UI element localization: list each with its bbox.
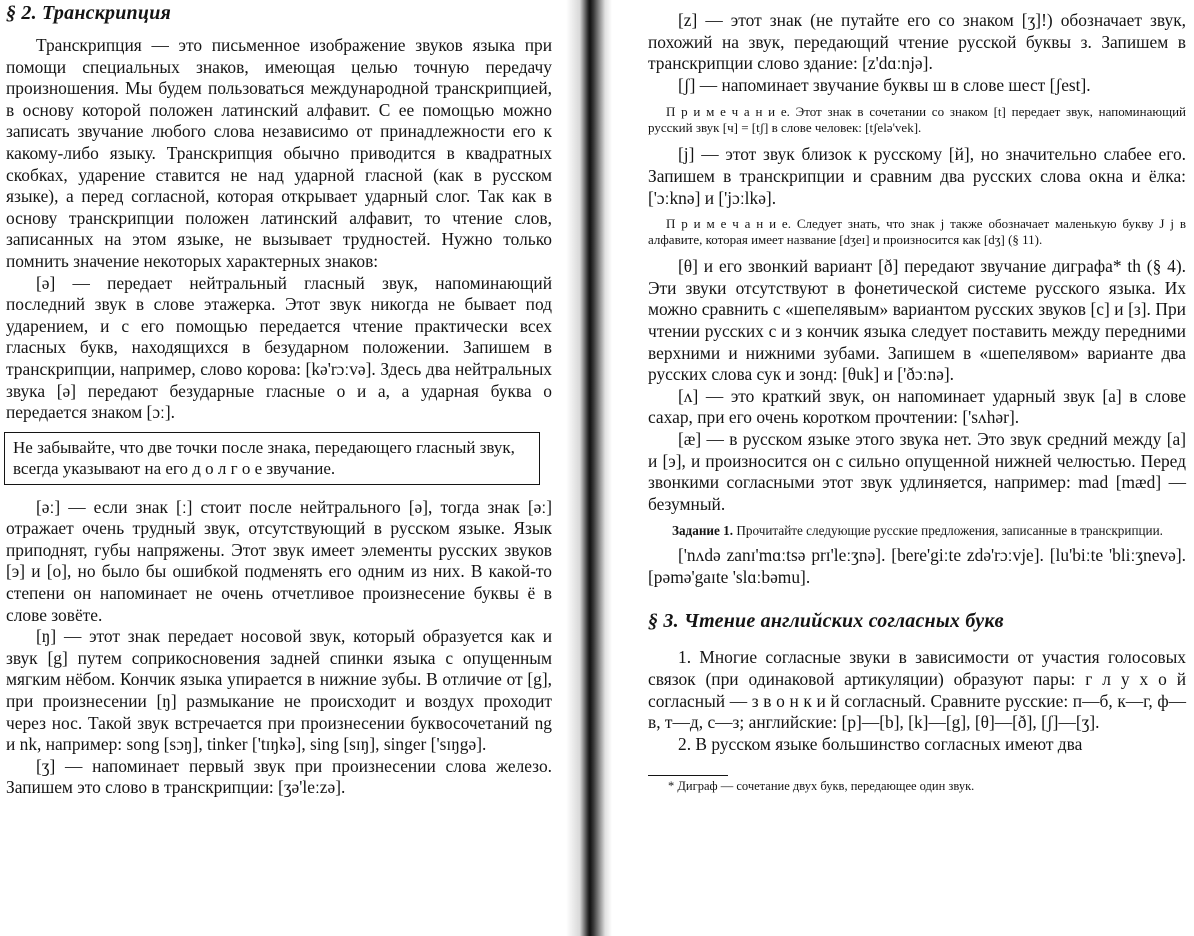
eng-sound-paragraph: [ŋ] — этот знак передает носовой звук, который образуется как и звук [g] путем соприкосновения задней спинки языка с опущенным мягким нёбом. Кончик языка упирается в нижние зубы. В отличие от [g], при произнесении [ŋ] размыкание не происходит и воздух проходит через нос. Такой звук встречается при произнесении буквосочетаний ng и nk, например: song [sɔŋ], tinker ['tɪŋkə], sing [sɪŋ], singer ['sɪŋgə]. [6,626,552,755]
consonant-two-paragraph: 2. В русском языке большинство согласных имеют два [678,733,1083,754]
note-ch-sound: П р и м е ч а н и е. Этот знак в сочетании со знаком [t] передает звук, напоминающий русский звук [ч] = [tʃ] в слове человек: [tʃelə'vek]. [648,104,1186,135]
schwa-paragraph: [ə] — передает нейтральный гласный звук, напоминающий последний звук в слове этажерка. Этот звук никогда не бывает под ударением, и с его помощью передается чтение практически всех гласных букв, находящихся в безударном положении. Запишем в транскрипции, например, слово корова: [kə'rɔːvə]. Здесь два нейтральных звука [ə] передают безударные гласные о и а, а ударная буква о передается знаком [ɔː]. [6,272,552,423]
long-vowel-callout-box: Не забывайте, что две точки после знака, передающего гласный звук, всегда указывают на его д о л г о е звучание. [4,432,540,485]
zh-sound-paragraph: [ʒ] — напоминает первый звук при произнесении слова железо. Запишем это слово в транскрипции: [ʒə'leːzə]. [6,755,552,798]
right-page [612,0,1194,936]
book-spine-shadow [566,0,612,936]
footnote-divider [648,775,728,776]
wedge-sound-paragraph: [ʌ] — это краткий звук, он напоминает ударный звук [а] в слове сахар, при его очень коротком прочтении: ['sʌhər]. [648,385,1186,428]
task-1-label: Задание 1. [672,523,734,539]
sh-sound-paragraph: [ʃ] — напоминает звучание буквы ш в слове шест [ʃest]. [678,74,1091,95]
note-letter-j: П р и м е ч а н и е. Следует знать, что знак j также обозначает маленькую букву J j в алфавите, которая имеет название [dʒeɪ] и произносится как [dʒ] (§ 11). [648,216,1186,247]
j-sound-paragraph: [j] — этот звук близок к русскому [й], но значительно слабее его. Запишем в транскрипции и сравним два русских слова окна и ёлка: ['ɔːknə] и ['jɔːlkə]. [648,144,1186,208]
task-1 [648,523,1186,539]
consonant-pairs-paragraph: 1. Многие согласные звуки в зависимости от участия голосовых связок (при одинаковой артикуляции) образуют пары: г л у х о й согласный — з в о н к и й согласный. Сравните русские: п—б, к—г, ф—в, т—д, с—з; английские: [p]—[b], [k]—[g], [θ]—[ð], [ʃ]—[ʒ]. [648,647,1186,733]
transcription-sentences: ['nʌdə zanɪ'mɑːtsə prɪ'leːʒnə]. [bere'giːte zdə'rɔːvje]. [lu'biːte 'bliːʒnevə]. [pəmə'gaɪte 'slɑːbəmu]. [648,545,1186,587]
intro-paragraph: Транскрипция — это письменное изображение звуков языка при помощи специальных знаков, имеющая целью точную передачу произношения. Мы будем пользоваться международной транскрипцией, в основу которой положен латинский алфавит. С ее помощью можно записать звучание любого слова независимо от принадлежности его к какому-либо языку. Транскрипция обычно приводится в квадратных скобках, ударение ставится не над ударной гласной (как в русском языке), а перед согласной, которая открывает ударный слог. Так как в основу транскрипции положен латинский алфавит, то чтение слов, записанных на этом языке, не вызывает трудностей. Нужно только помнить значение некоторых характерных знаков: [6,35,552,271]
left-page [0,0,566,936]
task-1-text: Прочитайте следующие русские предложения, записанные в транскрипции. [733,523,1163,539]
z-sound-paragraph: [z] — этот знак (не путайте его со знаком [ʒ]!) обозначает звук, похожий на звук, передающий чтение русской буквы з. Запишем в транскрипции слово здание: [z'dɑːnjə]. [648,10,1186,74]
section-3-heading: § 3. Чтение английских согласных букв [648,610,1004,633]
section-2-heading: § 2. Транскрипция [6,2,172,24]
digraph-footnote: * Диграф — сочетание двух букв, передающее один звук. [668,779,975,794]
long-schwa-paragraph: [əː] — если знак [ː] стоит после нейтрального [ə], тогда знак [əː] отражает очень трудный звук, отсутствующий в русском языке. Язык приподнят, губы напряжены. Этот звук имеет элементы русских звуков [э] и [о], но было бы ошибкой подменять его одним из них. В какой-то степени он напоминает не очень отчетливое произнесение буквы ё в слове зовёте. [6,496,552,625]
ash-sound-paragraph: [æ] — в русском языке этого звука нет. Это звук средний между [а] и [э], и произносится он с сильно опущенной нижней челюстью. Перед звонкими согласными этот звук удлиняется, например: mad [mæd] — безумный. [648,428,1186,514]
th-sound-paragraph: [θ] и его звонкий вариант [ð] передают звучание диграфа* th (§ 4). Эти звуки отсутствуют в фонетической системе русского языка. Их можно сравнить с «шепелявым» вариантом русских звуков [с] и [з]. При чтении русских с и з кончик языка следует поставить между передними верхними и нижними зубами. Запишем в «шепелявом» варианте два русских слова сук и зонд: [θuk] и ['ðɔːnə]. [648,256,1186,385]
